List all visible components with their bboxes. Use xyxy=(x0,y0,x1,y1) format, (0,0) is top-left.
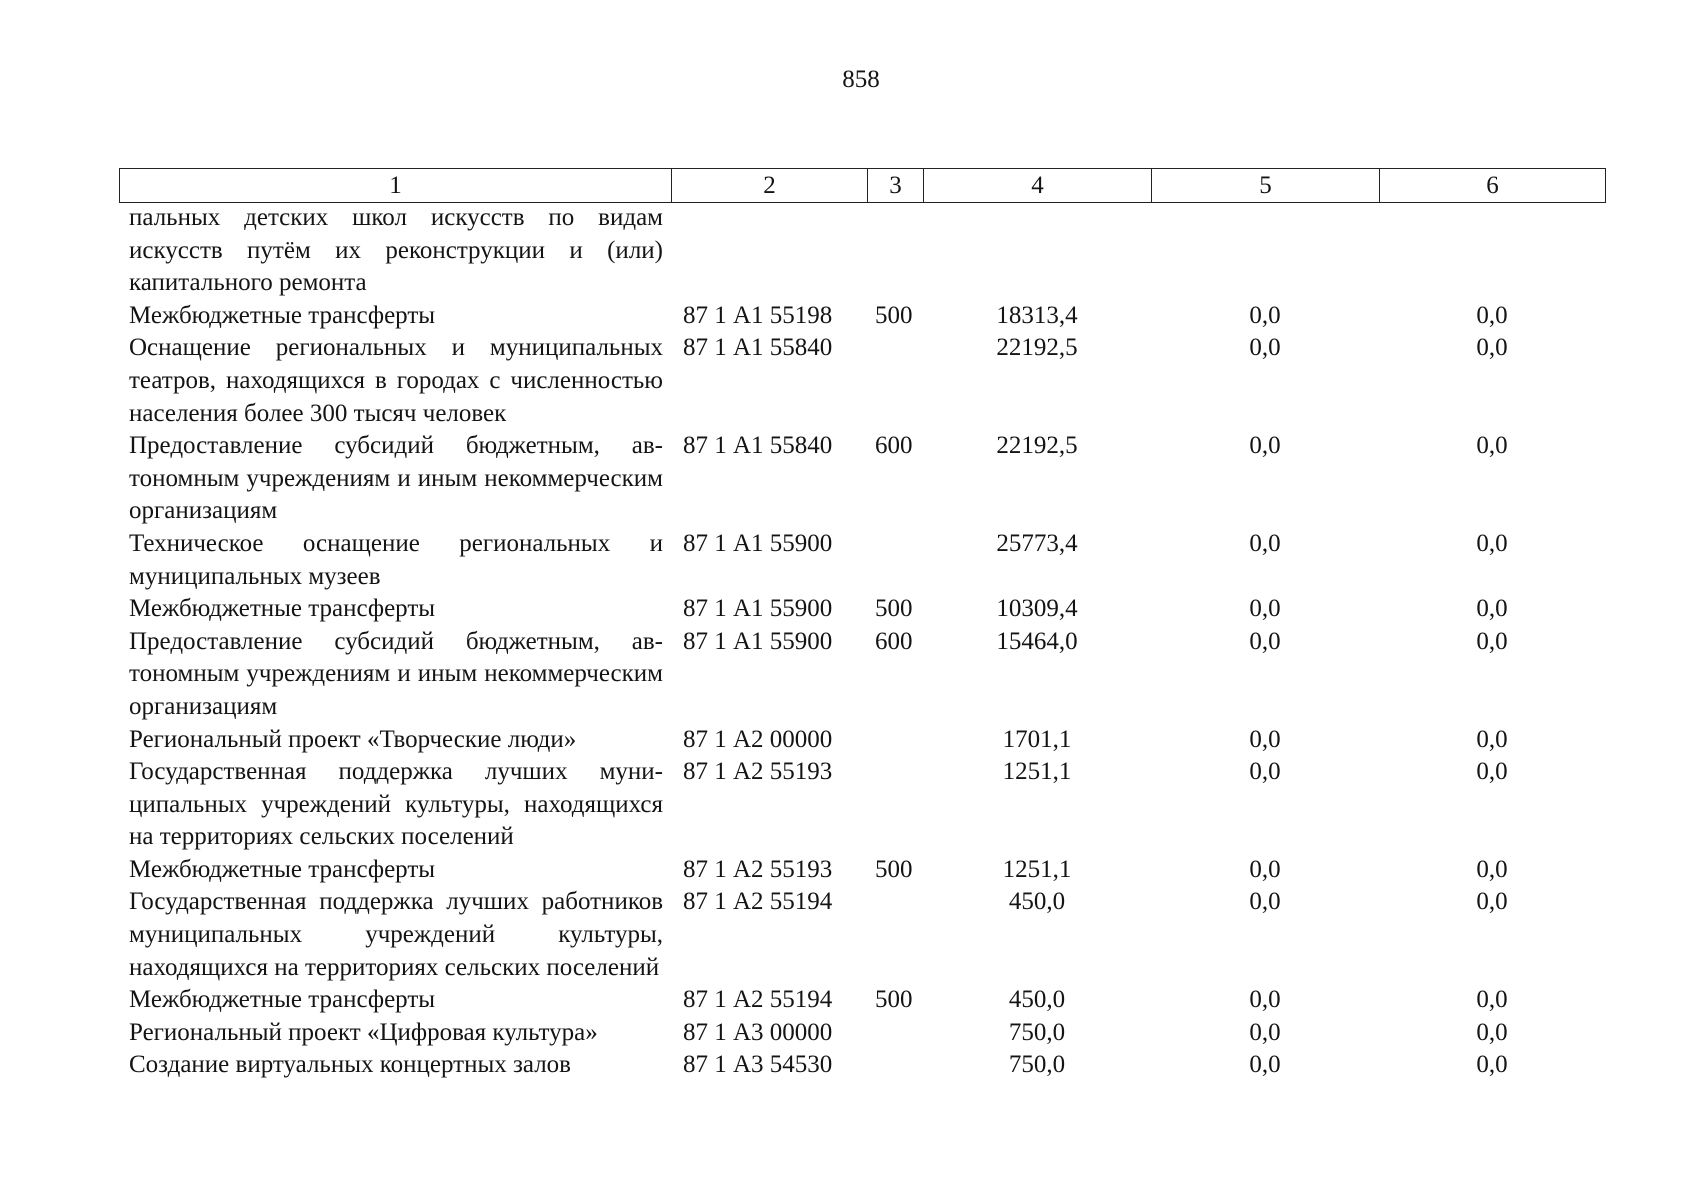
table-row xyxy=(119,430,1605,528)
row-value-col4: 10309,4 xyxy=(996,595,1078,623)
row-value-col6: 0,0 xyxy=(1476,986,1508,1014)
row-value-col4: 750,0 xyxy=(1008,1051,1066,1079)
row-description: Оснащение региональных и муниципальных театров, находящихся в городах с численностью населения более 300 тысяч человек xyxy=(129,334,663,427)
row-description: Техническое оснащение региональных и муниципальных музеев xyxy=(129,529,663,590)
row-code: 87 1 А2 55193 xyxy=(683,758,833,786)
row-value-col4: 1251,1 xyxy=(1002,758,1072,786)
row-code: 87 1 А2 00000 xyxy=(683,725,833,753)
row-value-col4: 450,0 xyxy=(1008,888,1066,916)
table-header xyxy=(119,168,1606,203)
table-row xyxy=(119,1017,1605,1050)
table-row xyxy=(119,886,1605,984)
row-value-col6: 0,0 xyxy=(1476,432,1508,460)
table-row xyxy=(119,756,1605,854)
table-row xyxy=(119,332,1605,430)
row-value-col5: 0,0 xyxy=(1249,725,1281,753)
row-description: Государственная поддержка лучших работников муниципальных учреждений культуры, находящихся на территориях сельских поселений xyxy=(129,888,663,981)
table-row xyxy=(119,593,1605,626)
row-value-col5: 0,0 xyxy=(1249,595,1281,623)
row-value-col4: 22192,5 xyxy=(996,334,1078,362)
row-value-col5: 0,0 xyxy=(1249,529,1281,557)
row-value-col6: 0,0 xyxy=(1476,725,1508,753)
row-value-col4: 18313,4 xyxy=(996,301,1078,329)
row-value-col6: 0,0 xyxy=(1476,1018,1508,1046)
row-expense-type xyxy=(867,528,923,593)
header-cell-3: 3 xyxy=(868,169,924,203)
table-row xyxy=(119,984,1605,1017)
header-row xyxy=(120,169,1606,203)
row-code: 87 1 А2 55193 xyxy=(683,855,833,883)
row-description: пальных детских школ искусств по видам искусств путём их реконструкции и (или) капитального ремонта xyxy=(129,204,663,297)
row-code: 87 1 А2 55194 xyxy=(683,888,833,916)
row-value-col5: 0,0 xyxy=(1249,432,1281,460)
row-expense-type: 500 xyxy=(875,986,913,1014)
row-description: Региональный проект «Творческие люди» xyxy=(129,725,577,753)
row-value-col5: 0,0 xyxy=(1249,627,1281,655)
row-value-col5: 0,0 xyxy=(1249,1051,1281,1079)
row-value-col6: 0,0 xyxy=(1476,301,1508,329)
row-value-col4: 22192,5 xyxy=(996,432,1078,460)
row-code: 87 1 А1 55840 xyxy=(683,334,833,362)
header-cell-2: 2 xyxy=(672,169,868,203)
header-cell-6: 6 xyxy=(1380,169,1606,203)
row-value-col5: 0,0 xyxy=(1249,334,1281,362)
row-value-col6: 0,0 xyxy=(1476,758,1508,786)
row-description: Региональный проект «Цифровая культура» xyxy=(129,1018,598,1046)
row-code: 87 1 А2 55194 xyxy=(683,986,833,1014)
row-expense-type xyxy=(867,756,923,854)
row-expense-type: 500 xyxy=(875,301,913,329)
row-description: Межбюджетные трансферты xyxy=(129,855,436,883)
row-expense-type: 500 xyxy=(875,595,913,623)
table-row xyxy=(119,724,1605,757)
row-expense-type xyxy=(867,202,923,300)
row-description: Создание виртуальных концертных залов xyxy=(129,1051,571,1079)
row-expense-type: 600 xyxy=(875,432,913,460)
row-value-col4: 1701,1 xyxy=(1002,725,1072,753)
row-value-col5: 0,0 xyxy=(1249,888,1281,916)
row-description: Межбюджетные трансферты xyxy=(129,301,436,329)
row-value-col4: 1251,1 xyxy=(1002,855,1072,883)
row-value-col5: 0,0 xyxy=(1249,1018,1281,1046)
row-value-col6: 0,0 xyxy=(1476,855,1508,883)
row-value-col5: 0,0 xyxy=(1249,758,1281,786)
row-expense-type xyxy=(867,1049,923,1082)
table-row xyxy=(119,854,1605,887)
row-value-col6: 0,0 xyxy=(1476,595,1508,623)
row-value-col5: 0,0 xyxy=(1249,986,1281,1014)
row-value-col5: 0,0 xyxy=(1249,855,1281,883)
row-expense-type: 600 xyxy=(875,627,913,655)
page-number: 858 xyxy=(842,66,880,93)
table-row xyxy=(119,300,1605,333)
row-value-col6: 0,0 xyxy=(1476,1051,1508,1079)
row-value-col4: 750,0 xyxy=(1008,1018,1066,1046)
row-value-col6: 0,0 xyxy=(1476,888,1508,916)
table-row xyxy=(119,1049,1605,1082)
row-value-col6: 0,0 xyxy=(1476,627,1508,655)
row-expense-type xyxy=(867,1017,923,1050)
row-value-col5: 0,0 xyxy=(1249,301,1281,329)
row-expense-type xyxy=(867,332,923,430)
row-expense-type: 500 xyxy=(875,855,913,883)
row-value-col4: 450,0 xyxy=(1008,986,1066,1014)
row-code xyxy=(671,202,867,300)
row-value-col5 xyxy=(1151,202,1379,300)
row-value-col4: 25773,4 xyxy=(996,529,1078,557)
row-description: Межбюджетные трансферты xyxy=(129,595,436,623)
budget-table xyxy=(119,202,1605,1082)
row-value-col6 xyxy=(1379,202,1605,300)
header-cell-5: 5 xyxy=(1152,169,1380,203)
row-value-col6: 0,0 xyxy=(1476,529,1508,557)
row-code: 87 1 А3 54530 xyxy=(683,1051,833,1079)
row-description: Межбюджетные трансферты xyxy=(129,986,436,1014)
row-description: Государственная поддержка лучших муниципальных учреждений культуры, находящихся на территориях сельских поселений xyxy=(129,758,663,851)
table-row xyxy=(119,202,1605,300)
row-description: Предоставление субсидий бюджетным, автономным учреждениям и иным некоммерческим организациям xyxy=(129,627,663,720)
row-expense-type xyxy=(867,886,923,984)
row-code: 87 1 А1 55840 xyxy=(683,432,833,460)
row-code: 87 1 А3 00000 xyxy=(683,1018,833,1046)
header-cell-4: 4 xyxy=(924,169,1152,203)
row-code: 87 1 А1 55900 xyxy=(683,529,833,557)
row-code: 87 1 А1 55198 xyxy=(683,301,833,329)
row-value-col4 xyxy=(923,202,1151,300)
table-row xyxy=(119,626,1605,724)
header-cell-1: 1 xyxy=(120,169,672,203)
row-code: 87 1 А1 55900 xyxy=(683,627,833,655)
row-code: 87 1 А1 55900 xyxy=(683,595,833,623)
row-description: Предоставление субсидий бюджетным, автономным учреждениям и иным некоммерческим организациям xyxy=(129,432,663,525)
row-value-col6: 0,0 xyxy=(1476,334,1508,362)
row-expense-type xyxy=(867,724,923,757)
table-row xyxy=(119,528,1605,593)
row-value-col4: 15464,0 xyxy=(996,627,1078,655)
